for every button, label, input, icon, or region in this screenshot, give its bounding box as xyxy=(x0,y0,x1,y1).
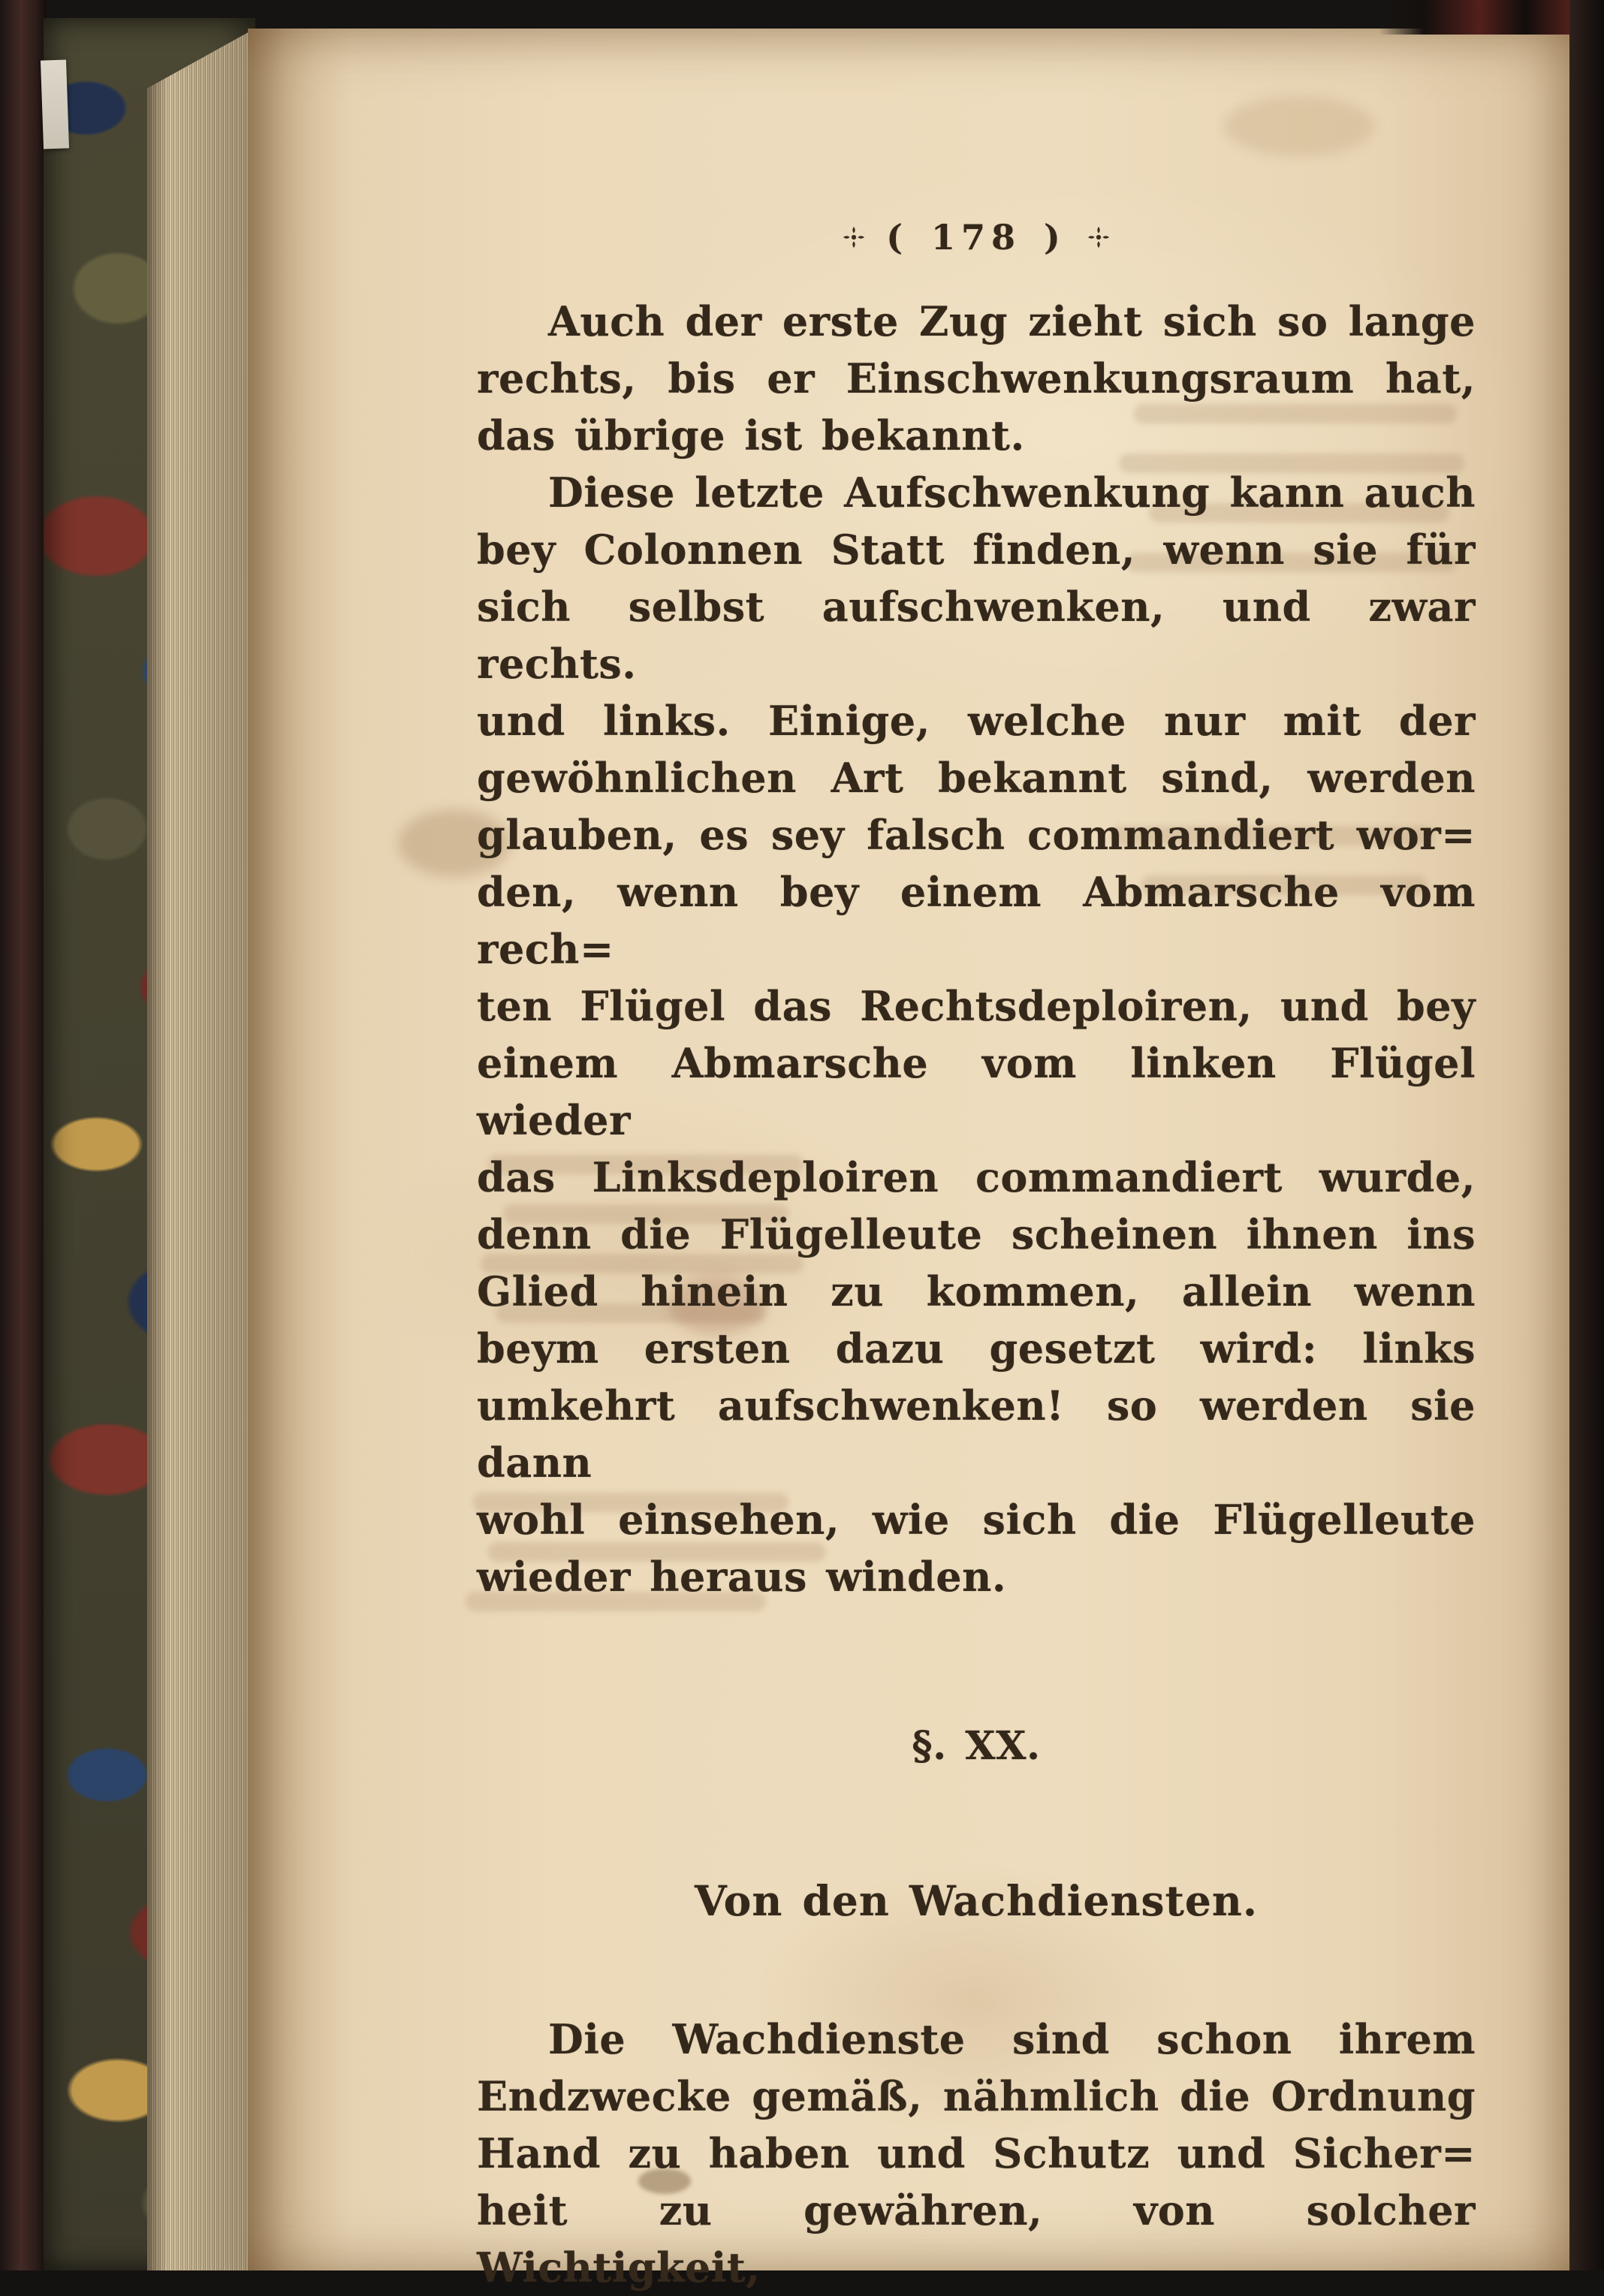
text-line: rechts, bis er Einschwenkungsraum hat, xyxy=(477,354,1476,402)
text-line: Diese letzte Aufschwenkung kann auch xyxy=(548,469,1476,517)
paragraph-2 xyxy=(477,464,1476,1605)
book-cover-right xyxy=(1569,0,1604,2270)
page-header xyxy=(477,216,1476,258)
text-line: und links. Einige, welche nur mit der xyxy=(477,697,1476,745)
text-line: sich selbst aufschwenken, und zwar rechts. xyxy=(477,583,1476,688)
text-block xyxy=(477,216,1476,2296)
text-line: wohl einsehen, wie sich die Flügelleute xyxy=(477,1496,1476,1544)
page-number: ( 178 ) xyxy=(886,217,1066,258)
text-line: umkehrt aufschwenken! so werden sie dann xyxy=(477,1382,1476,1487)
text-line: Endzwecke gemäß, nähmlich die Ordnung xyxy=(477,2072,1476,2120)
text-line: ten Flügel das Rechtsdeploiren, und bey xyxy=(477,982,1476,1030)
text-line: einem Abmarsche vom linken Flügel wieder xyxy=(477,1039,1476,1144)
text-line: Hand zu haben und Schutz und Sicher= xyxy=(477,2129,1476,2177)
text-line: Auch der erste Zug zieht sich so lange xyxy=(548,297,1476,345)
text-line: das übrige ist bekannt. xyxy=(477,411,1025,460)
text-line: gewöhnlichen Art bekannt sind, werden xyxy=(477,754,1476,802)
text-line: bey Colonnen Statt finden, wenn sie für xyxy=(477,526,1476,574)
text-line: heit zu gewähren, von solcher Wichtigkeit, xyxy=(477,2186,1476,2291)
text-line: das Linksdeploiren commandiert wurde, xyxy=(477,1153,1476,1201)
paragraph-3 xyxy=(477,2011,1476,2296)
page-edges xyxy=(147,30,252,2270)
text-line: glauben, es sey falsch commandiert wor= xyxy=(477,811,1476,859)
text-line: denn die Flügelleute scheinen ihnen ins xyxy=(477,1210,1476,1258)
text-line: Die Wachdienste sind schon ihrem xyxy=(548,2015,1476,2063)
paragraph-1 xyxy=(477,293,1476,464)
section-mark: §. XX. xyxy=(912,1723,1041,1769)
printer-flower-icon xyxy=(1086,224,1111,250)
text-line: Glied hinein zu kommen, allein wenn xyxy=(477,1267,1476,1315)
paper-slip xyxy=(41,59,69,149)
text-line: den, wenn bey einem Abmarsche vom rech= xyxy=(477,868,1476,973)
section-title: Von den Wachdiensten. xyxy=(695,1876,1258,1925)
book-cover-left xyxy=(0,0,47,2270)
text-line: wieder heraus winden. xyxy=(477,1553,1007,1601)
book-page xyxy=(248,29,1571,2291)
text-line: beym ersten dazu gesetzt wird: links xyxy=(477,1324,1476,1372)
paper-stain xyxy=(1224,96,1374,156)
printer-flower-icon xyxy=(841,224,867,250)
